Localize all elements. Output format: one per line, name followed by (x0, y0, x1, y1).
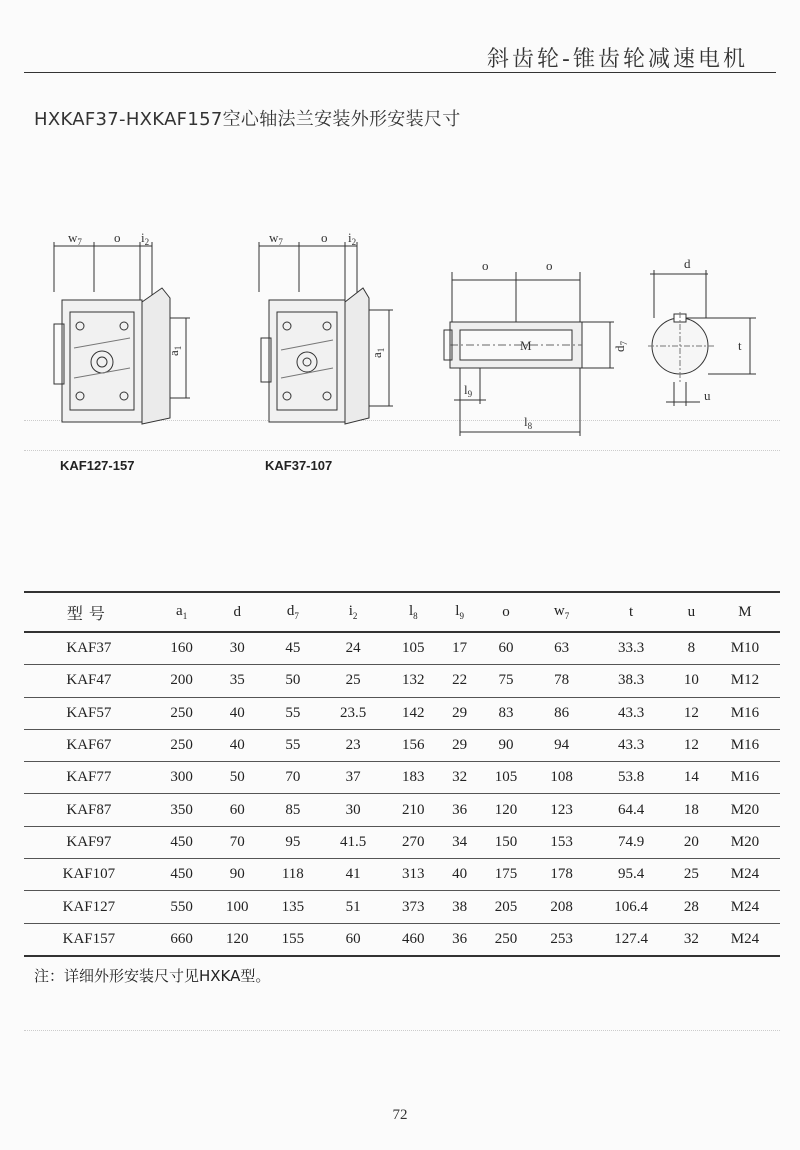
column-header-subscript: 7 (564, 611, 570, 621)
table-cell: 55 (265, 729, 321, 761)
table-cell: M16 (710, 697, 780, 729)
table-cell: M12 (710, 665, 780, 697)
label-m: M (520, 338, 532, 353)
table-cell: 83 (478, 697, 534, 729)
table-cell: 43.3 (589, 729, 672, 761)
column-header-label: t (629, 603, 634, 620)
column-header-subscript: 8 (413, 611, 418, 621)
hollow-shaft-drawing (440, 258, 630, 438)
table-body (24, 632, 780, 956)
show-through-line (24, 1030, 780, 1031)
label-d7: $d_7$ (612, 341, 629, 352)
table-cell: 40 (209, 697, 265, 729)
model-cell: KAF67 (24, 729, 154, 761)
column-header (321, 592, 386, 632)
column-header-label: o (502, 603, 510, 620)
table-cell: 23 (321, 729, 386, 761)
table-cell: 22 (441, 665, 478, 697)
gearbox-drawing-large (40, 228, 200, 448)
table-cell: M20 (710, 826, 780, 858)
table-cell: 12 (673, 729, 710, 761)
figure-kaf127-157 (40, 228, 200, 473)
table-cell: 33.3 (589, 632, 672, 665)
table-cell: 60 (209, 794, 265, 826)
table-cell: 100 (209, 891, 265, 923)
label-d: d (684, 256, 691, 271)
column-header (24, 592, 154, 632)
column-header-label: d (286, 603, 295, 619)
table-cell: 55 (265, 697, 321, 729)
table-cell: 64.4 (589, 794, 672, 826)
table-cell: 106.4 (589, 891, 672, 923)
table-cell: 118 (265, 859, 321, 891)
model-cell: KAF107 (24, 859, 154, 891)
label-w7: $w_7$ (68, 230, 82, 247)
table-cell: 41.5 (321, 826, 386, 858)
table-cell: 313 (386, 859, 442, 891)
table-cell: 32 (673, 923, 710, 956)
column-header-subscript: 1 (182, 611, 188, 621)
table-cell: 28 (673, 891, 710, 923)
column-header-subscript: 2 (352, 611, 358, 621)
table-cell: 123 (534, 794, 590, 826)
table-row (24, 762, 780, 794)
column-header-label: i (348, 603, 353, 619)
table-cell: 550 (154, 891, 210, 923)
table-cell: 12 (673, 697, 710, 729)
column-header (441, 592, 478, 632)
column-header (386, 592, 442, 632)
table-cell: 250 (154, 697, 210, 729)
table-cell: 60 (478, 632, 534, 665)
gearbox-drawing-small (245, 228, 405, 448)
table-cell: 250 (478, 923, 534, 956)
table-row (24, 665, 780, 697)
label-u: u (704, 388, 711, 403)
model-cell: KAF77 (24, 762, 154, 794)
header-title: 斜齿轮-锥齿轮减速电机 (487, 47, 748, 72)
table-cell: 120 (209, 923, 265, 956)
table-row (24, 891, 780, 923)
column-header-subscript: 9 (459, 611, 464, 621)
table-cell: 660 (154, 923, 210, 956)
table-cell: M16 (710, 762, 780, 794)
label-i2: $i_2$ (141, 230, 150, 247)
table-cell: 38 (441, 891, 478, 923)
table-cell: M24 (710, 891, 780, 923)
table-cell: 75 (478, 665, 534, 697)
table-cell: 51 (321, 891, 386, 923)
table-cell: 36 (441, 923, 478, 956)
table-cell: 50 (209, 762, 265, 794)
table-cell: 23.5 (321, 697, 386, 729)
label-a1: $a_1$ (369, 347, 386, 358)
column-header (209, 592, 265, 632)
table-cell: 153 (534, 826, 590, 858)
table-cell: 43.3 (589, 697, 672, 729)
column-header (265, 592, 321, 632)
table-cell: 78 (534, 665, 590, 697)
table-cell: M10 (710, 632, 780, 665)
table-cell: 8 (673, 632, 710, 665)
model-cell: KAF87 (24, 794, 154, 826)
table-cell: 108 (534, 762, 590, 794)
bore-section-drawing (640, 258, 760, 418)
column-header (154, 592, 210, 632)
table-row (24, 697, 780, 729)
model-cell: KAF97 (24, 826, 154, 858)
column-header-label: l (455, 603, 460, 619)
table-cell: 70 (209, 826, 265, 858)
table-cell: 150 (478, 826, 534, 858)
table-row (24, 729, 780, 761)
label-o: o (546, 258, 553, 273)
table-cell: 105 (386, 632, 442, 665)
table-header-row (24, 592, 780, 632)
table-cell: 95 (265, 826, 321, 858)
table-cell: 40 (441, 859, 478, 891)
table-row (24, 859, 780, 891)
column-header-label: a (176, 603, 183, 619)
column-header (478, 592, 534, 632)
table-cell: 29 (441, 697, 478, 729)
label-o: o (321, 230, 328, 245)
column-header-label: d (233, 603, 241, 620)
table-cell: 178 (534, 859, 590, 891)
table-cell: 350 (154, 794, 210, 826)
table-cell: 300 (154, 762, 210, 794)
table-cell: 208 (534, 891, 590, 923)
column-header-label: M (738, 603, 752, 620)
dimension-table (24, 591, 780, 957)
table-cell: 60 (321, 923, 386, 956)
table-cell: 105 (478, 762, 534, 794)
table-cell: M16 (710, 729, 780, 761)
page-number: 72 (392, 1107, 408, 1123)
table-row (24, 794, 780, 826)
table-cell: 30 (209, 632, 265, 665)
table-cell: 142 (386, 697, 442, 729)
table-cell: 86 (534, 697, 590, 729)
table-cell: 37 (321, 762, 386, 794)
table-cell: 24 (321, 632, 386, 665)
column-header (673, 592, 710, 632)
label-a1: $a_1$ (166, 345, 183, 356)
table-cell: 20 (673, 826, 710, 858)
column-header (589, 592, 672, 632)
figure-hollow-shaft (440, 258, 630, 438)
label-o: o (114, 230, 121, 245)
table-cell: 120 (478, 794, 534, 826)
table-cell: 210 (386, 794, 442, 826)
table-cell: 175 (478, 859, 534, 891)
column-header-label: 型号 (66, 603, 111, 623)
table-cell: 18 (673, 794, 710, 826)
table-cell: 34 (441, 826, 478, 858)
table-cell: 70 (265, 762, 321, 794)
table-cell: 29 (441, 729, 478, 761)
label-l9: $l_9$ (464, 382, 473, 399)
column-header-label: u (687, 603, 696, 620)
table-cell: 373 (386, 891, 442, 923)
table-cell: 155 (265, 923, 321, 956)
table-cell: 156 (386, 729, 442, 761)
table-cell: 160 (154, 632, 210, 665)
table-cell: 14 (673, 762, 710, 794)
table-cell: 38.3 (589, 665, 672, 697)
table-cell: 90 (478, 729, 534, 761)
table-cell: 74.9 (589, 826, 672, 858)
table-cell: 35 (209, 665, 265, 697)
table-cell: 94 (534, 729, 590, 761)
model-cell: KAF157 (24, 923, 154, 956)
label-o: o (482, 258, 489, 273)
table-cell: 53.8 (589, 762, 672, 794)
table-row (24, 923, 780, 956)
table-cell: 132 (386, 665, 442, 697)
table-cell: 25 (321, 665, 386, 697)
table-row (24, 826, 780, 858)
table-cell: 460 (386, 923, 442, 956)
table-cell: 30 (321, 794, 386, 826)
column-header-label: w (553, 603, 565, 619)
section-title: HXKAF37-HXKAF157空心轴法兰安装外形安装尺寸 (34, 109, 461, 130)
show-through-line (24, 450, 780, 451)
table-cell: 50 (265, 665, 321, 697)
column-header-subscript: 7 (294, 611, 299, 621)
label-l8: $l_8$ (524, 414, 533, 431)
label-w7: $w_7$ (269, 230, 283, 247)
table-cell: 250 (154, 729, 210, 761)
figure-caption: KAF127-157 (60, 458, 135, 473)
table-cell: 95.4 (589, 859, 672, 891)
model-cell: KAF47 (24, 665, 154, 697)
table-cell: 25 (673, 859, 710, 891)
table-cell: 205 (478, 891, 534, 923)
table-cell: 17 (441, 632, 478, 665)
table-cell: 32 (441, 762, 478, 794)
table-cell: M20 (710, 794, 780, 826)
figure-kaf37-107 (245, 228, 405, 473)
model-cell: KAF57 (24, 697, 154, 729)
table-cell: 253 (534, 923, 590, 956)
footnote: 注：详细外形安装尺寸见HXKA型。 (34, 967, 271, 985)
label-i2: $i_2$ (348, 230, 357, 247)
model-cell: KAF37 (24, 632, 154, 665)
table-cell: 36 (441, 794, 478, 826)
label-t: t (738, 338, 742, 353)
table-cell: 85 (265, 794, 321, 826)
model-cell: KAF127 (24, 891, 154, 923)
figure-bore-section (640, 258, 760, 418)
figure-caption: KAF37-107 (265, 458, 333, 473)
table-cell: 200 (154, 665, 210, 697)
table-cell: M24 (710, 859, 780, 891)
table-cell: 41 (321, 859, 386, 891)
table-cell: 270 (386, 826, 442, 858)
table-cell: 135 (265, 891, 321, 923)
table-cell: 450 (154, 826, 210, 858)
table-cell: M24 (710, 923, 780, 956)
table-cell: 40 (209, 729, 265, 761)
column-header (710, 592, 780, 632)
column-header (534, 592, 590, 632)
column-header-label: l (408, 603, 414, 619)
table-cell: 45 (265, 632, 321, 665)
table-cell: 90 (209, 859, 265, 891)
table-cell: 450 (154, 859, 210, 891)
table-cell: 63 (534, 632, 590, 665)
table-cell: 127.4 (589, 923, 672, 956)
header-rule (24, 72, 776, 73)
table-cell: 10 (673, 665, 710, 697)
table-row (24, 632, 780, 665)
table-cell: 183 (386, 762, 442, 794)
